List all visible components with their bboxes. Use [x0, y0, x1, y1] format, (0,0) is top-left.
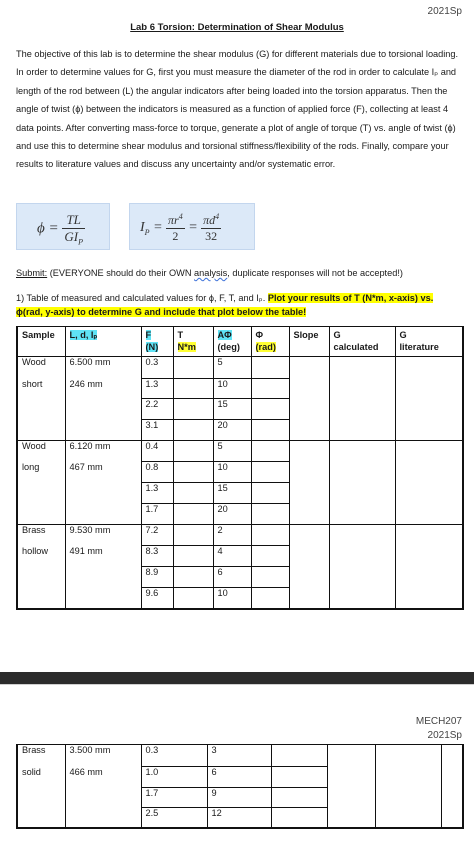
force-value: 0.3 — [141, 357, 173, 379]
angle-deg-value: 20 — [213, 504, 251, 525]
angle-deg-value: 4 — [213, 546, 251, 567]
angle-deg-value: 10 — [213, 462, 251, 483]
sample-length: 491 mm — [65, 546, 141, 567]
col-header-ldip: L, d, Iₚ — [65, 327, 141, 357]
sample-name: Wood — [17, 441, 65, 462]
objective-paragraph: The objective of this lab is to determine the shear modulus (G) for different materials due to torsional loading. In order to determine values for G, first you must measure the diameter of the rod in order to calculate Iₚ and length of the rod between (L) the angular indicators after being loaded into the torsion apparatus. Then the angle of twist (ϕ) between the indicators is measured as a function of applied force (F), collecting at least 4 data points. After converting mass-force to torque, generate a plot of angle of torque (T) vs. angle of twist (ϕ) and use this to determine shear modulus and torsional stiffness/flexibility of the rods. Finally, compare your results to literature values and discuss any uncertainty and/or systematic error. — [16, 49, 459, 170]
table-row — [17, 525, 463, 546]
table-row — [17, 546, 463, 567]
eq2-fraction-diameter: $\frac{\pi d^4}{32}$ — [203, 212, 220, 243]
force-value: 1.0 — [141, 767, 207, 788]
eq1-fraction: $\frac{TL}{GI_P}$ — [64, 212, 83, 247]
sample-name: hollow — [17, 546, 65, 567]
page-break-edge — [0, 684, 474, 685]
table-row — [17, 357, 463, 379]
col-header-g-literature: G literature — [395, 327, 463, 357]
force-value: 1.3 — [141, 483, 173, 504]
angle-deg-value: 6 — [213, 567, 251, 588]
course-code: MECH207 — [415, 716, 462, 727]
angle-deg-value: 10 — [213, 588, 251, 609]
sample-diameter: 6.120 mm — [65, 441, 141, 462]
col-header-angle-rad: Φ (rad) — [251, 327, 289, 357]
term-code: 2021Sp — [427, 730, 462, 741]
sample-name: Wood — [17, 357, 65, 379]
angle-deg-value: 6 — [207, 767, 271, 788]
sample-diameter: 9.530 mm — [65, 525, 141, 546]
table-header-row — [17, 327, 463, 357]
table-row — [17, 441, 463, 462]
angle-deg-value: 15 — [213, 483, 251, 504]
sample-diameter: 6.500 mm — [65, 357, 141, 379]
force-value: 0.3 — [141, 745, 207, 767]
table-row — [17, 788, 463, 808]
sample-name: short — [17, 379, 65, 399]
col-header-angle-deg: AΦ (deg) — [213, 327, 251, 357]
eq1-lhs: ϕ = — [37, 220, 59, 237]
angle-deg-value: 2 — [213, 525, 251, 546]
force-value: 7.2 — [141, 525, 173, 546]
question-1: 1) Table of measured and calculated values for ϕ, F, T, and Iₚ. Plot your results of T (N*m, x-axis) vs. ϕ(rad, y-axis) to determine G and include that plot below the table! — [16, 293, 434, 317]
equation-box-polar-moment: $I_P$ = $\frac{\pi r^4}{2}$ = $\frac{\pi d^4}{32}$ — [129, 203, 255, 250]
col-header-torque: T N*m — [173, 327, 213, 357]
table-row — [17, 462, 463, 483]
angle-deg-value: 5 — [213, 357, 251, 379]
angle-deg-value: 5 — [213, 441, 251, 462]
angle-deg-value: 12 — [207, 808, 271, 828]
sample-name: long — [17, 462, 65, 483]
table-row — [17, 767, 463, 788]
force-value: 2.2 — [141, 399, 173, 420]
table-row — [17, 379, 463, 399]
sample-name: Brass — [17, 745, 65, 767]
sample-length: 467 mm — [65, 462, 141, 483]
force-value: 1.7 — [141, 788, 207, 808]
sample-length: 246 mm — [65, 379, 141, 399]
angle-deg-value: 9 — [207, 788, 271, 808]
table-row — [17, 420, 463, 441]
equation-box-twist — [16, 203, 110, 250]
table-row — [17, 483, 463, 504]
col-header-sample: Sample — [17, 327, 65, 357]
table-row — [17, 504, 463, 525]
header-code: 2021Sp — [427, 6, 462, 17]
force-value: 0.4 — [141, 441, 173, 462]
force-value: 8.3 — [141, 546, 173, 567]
angle-deg-value: 20 — [213, 420, 251, 441]
angle-deg-value: 3 — [207, 745, 271, 767]
force-value: 8.9 — [141, 567, 173, 588]
data-table-page1 — [16, 326, 464, 610]
force-value: 0.8 — [141, 462, 173, 483]
sample-name: solid — [17, 767, 65, 788]
angle-deg-value: 10 — [213, 379, 251, 399]
page-title: Lab 6 Torsion: Determination of Shear Modulus — [130, 22, 344, 33]
angle-deg-value: 15 — [213, 399, 251, 420]
sample-length: 466 mm — [65, 767, 141, 788]
page-break — [0, 672, 474, 684]
col-header-force: F (N) — [141, 327, 173, 357]
col-header-g-calculated: G calculated — [329, 327, 395, 357]
sample-name: Brass — [17, 525, 65, 546]
sample-diameter: 3.500 mm — [65, 745, 141, 767]
force-value: 9.6 — [141, 588, 173, 609]
table-row — [17, 745, 463, 767]
submit-instructions: Submit: (EVERYONE should do their OWN analysis, duplicate responses will not be accepted!) — [16, 268, 403, 278]
force-value: 2.5 — [141, 808, 207, 828]
eq2-fraction-radius: $\frac{\pi r^4}{2}$ — [168, 212, 183, 243]
data-table-page2 — [16, 744, 464, 829]
col-header-slope: Slope — [289, 327, 329, 357]
table-row — [17, 567, 463, 588]
table-row — [17, 399, 463, 420]
table-row — [17, 588, 463, 609]
table-row — [17, 808, 463, 828]
force-value: 1.3 — [141, 379, 173, 399]
force-value: 1.7 — [141, 504, 173, 525]
force-value: 3.1 — [141, 420, 173, 441]
